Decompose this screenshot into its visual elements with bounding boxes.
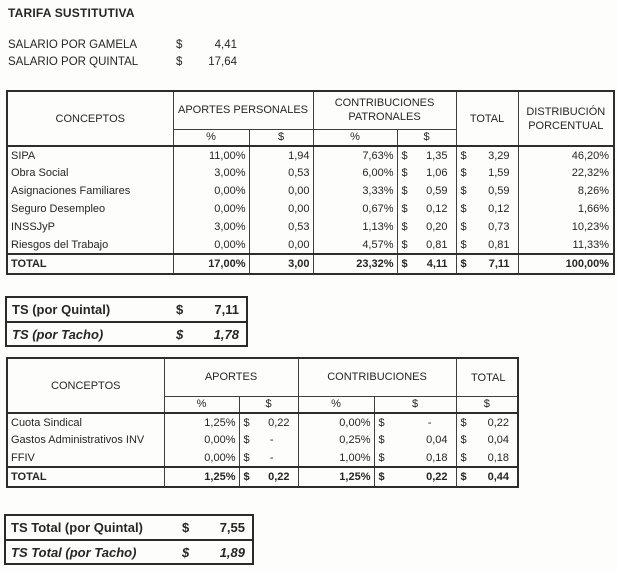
cell-concepto: Asignaciones Familiares <box>7 182 173 200</box>
table-row <box>7 218 614 236</box>
cell-cp-usd <box>397 164 456 182</box>
tarifa-table <box>6 90 615 275</box>
currency-symbol: $ <box>460 451 467 464</box>
currency-symbol: $ <box>401 258 408 270</box>
amount: - <box>269 451 274 464</box>
cell-cp-usd <box>397 236 456 254</box>
currency-symbol: $ <box>401 238 408 251</box>
cell-cp-usd <box>374 449 456 467</box>
header-contribuciones: CONTRIBUCIONES <box>298 358 456 396</box>
header-aportes: APORTES <box>164 358 298 396</box>
cell-total-usd <box>456 182 518 200</box>
cell-ap-usd: 0,53 <box>249 164 313 182</box>
currency-symbol: $ <box>176 55 183 68</box>
currency-symbol: $ <box>460 434 467 446</box>
cell-ap-pct: 1,25% <box>164 413 239 431</box>
cell-concepto: TOTAL <box>7 467 164 487</box>
ts-total-tacho-box <box>4 539 254 565</box>
cell-ap-usd <box>239 449 298 467</box>
cell-concepto: FFIV <box>7 449 164 467</box>
currency-symbol: $ <box>460 185 467 197</box>
cell-total-usd <box>456 236 518 254</box>
currency-symbol: $ <box>460 221 467 233</box>
subheader-pct: % <box>173 129 249 146</box>
cell-total-usd <box>456 449 518 467</box>
cell-ap-usd <box>239 431 298 449</box>
table1-total-row <box>7 254 614 274</box>
ts-tacho-box <box>5 321 248 347</box>
amount: 0,81 <box>488 238 510 251</box>
table-row <box>7 413 518 431</box>
cell-dist: 46,20% <box>518 146 614 164</box>
amount: - <box>269 434 274 446</box>
currency-symbol: $ <box>378 471 385 483</box>
cell-dist: 1,66% <box>518 200 614 218</box>
cell-ap-pct: 0,00% <box>173 236 249 254</box>
ts-label: TS Total (por Quintal) <box>11 520 143 535</box>
cell-total-usd <box>456 218 518 236</box>
amount: - <box>427 416 432 429</box>
salary-block <box>8 36 237 70</box>
subheader-usd: $ <box>239 396 298 413</box>
currency-symbol: $ <box>378 416 385 429</box>
cell-ap-usd: 0,00 <box>249 182 313 200</box>
currency-symbol: $ <box>176 38 183 51</box>
currency-symbol: $ <box>460 238 467 251</box>
cell-cp-usd <box>374 467 456 487</box>
salary-row-gamela <box>8 36 237 53</box>
table2-header-row <box>7 358 518 396</box>
currency-symbol: $ <box>460 471 467 483</box>
currency-symbol: $ <box>401 221 408 233</box>
amount: 4,11 <box>426 258 448 270</box>
amount: 3,29 <box>488 149 510 162</box>
header-conceptos: CONCEPTOS <box>7 91 173 146</box>
cell-ap-pct: 11,00% <box>173 146 249 164</box>
salary-value: 17,64 <box>208 55 237 68</box>
cell-concepto: INSSJyP <box>7 218 173 236</box>
cell-dist: 10,23% <box>518 218 614 236</box>
cell-ap-pct: 0,00% <box>164 431 239 449</box>
salary-label: SALARIO POR GAMELA <box>8 38 138 51</box>
cell-ap-pct: 1,25% <box>164 467 239 487</box>
amount: 0,22 <box>268 471 290 483</box>
cell-ap-usd: 3,00 <box>249 254 313 274</box>
currency-symbol: $ <box>460 149 467 162</box>
cell-cp-usd <box>374 413 456 431</box>
subheader-pct: % <box>164 396 239 413</box>
cell-cp-pct: 0,00% <box>298 413 374 431</box>
amount: 0,18 <box>487 451 509 464</box>
cell-cp-pct: 1,00% <box>298 449 374 467</box>
cell-cp-usd <box>397 254 456 274</box>
cell-dist: 22,32% <box>518 164 614 182</box>
ts-quintal-box <box>5 296 248 323</box>
currency-symbol: $ <box>176 302 184 317</box>
amount: 7,11 <box>488 258 510 270</box>
cell-ap-pct: 3,00% <box>173 164 249 182</box>
cell-cp-pct: 4,57% <box>313 236 397 254</box>
cell-total-usd <box>456 164 518 182</box>
amount: 0,20 <box>426 221 448 233</box>
cell-total-usd <box>456 413 518 431</box>
currency-symbol: $ <box>401 203 408 215</box>
currency-symbol: $ <box>401 167 408 179</box>
cell-concepto: Seguro Desempleo <box>7 200 173 218</box>
amount: 0,59 <box>426 185 448 197</box>
cell-ap-usd: 0,00 <box>249 236 313 254</box>
cell-ap-usd <box>239 467 298 487</box>
amount: 0,44 <box>487 471 509 483</box>
amount: 0,73 <box>488 221 510 233</box>
cell-ap-usd: 0,53 <box>249 218 313 236</box>
cell-cp-pct: 0,25% <box>298 431 374 449</box>
cell-cp-pct: 1,25% <box>298 467 374 487</box>
cell-cp-usd <box>397 218 456 236</box>
cell-total-usd <box>456 467 518 487</box>
currency-symbol: $ <box>460 167 467 179</box>
ts-total-quintal-box <box>4 514 254 541</box>
table-row <box>7 200 614 218</box>
cell-cp-pct: 0,67% <box>313 200 397 218</box>
amount: 0,18 <box>426 451 448 464</box>
currency-symbol: $ <box>243 434 250 446</box>
cell-cp-pct: 7,63% <box>313 146 397 164</box>
amount: 0,22 <box>268 416 290 429</box>
currency-symbol: $ <box>378 434 385 446</box>
cell-cp-pct: 23,32% <box>313 254 397 274</box>
subheader-usd: $ <box>374 396 456 413</box>
amount: 0,81 <box>426 238 448 251</box>
cell-ap-pct: 0,00% <box>164 449 239 467</box>
ts-label: TS (por Tacho) <box>12 326 104 342</box>
cell-concepto: Riesgos del Trabajo <box>7 236 173 254</box>
table-row <box>7 449 518 467</box>
currency-symbol: $ <box>378 451 385 464</box>
amount: 1,06 <box>426 167 448 179</box>
cell-cp-usd <box>374 431 456 449</box>
table2-total-row <box>7 467 518 487</box>
cell-total-usd <box>456 146 518 164</box>
table-row <box>7 146 614 164</box>
subheader-pct: % <box>298 396 374 413</box>
subheader-usd: $ <box>456 396 518 413</box>
cell-ap-usd: 0,00 <box>249 200 313 218</box>
table1-header-row <box>7 91 614 129</box>
cell-cp-usd <box>397 200 456 218</box>
amount: 0,12 <box>426 203 448 215</box>
ts-label: TS (por Quintal) <box>12 302 111 317</box>
cell-concepto: Cuota Sindical <box>7 413 164 431</box>
ts-value: 7,55 <box>219 520 245 535</box>
subheader-usd: $ <box>397 129 456 146</box>
amount: 0,22 <box>426 471 448 483</box>
subheader-pct: % <box>313 129 397 146</box>
cell-ap-pct: 3,00% <box>173 218 249 236</box>
cell-cp-pct: 3,33% <box>313 182 397 200</box>
header-contribuciones-patronales: CONTRIBUCIONES PATRONALES <box>313 91 456 129</box>
currency-symbol: $ <box>182 544 190 560</box>
salary-value: 4,41 <box>214 38 237 51</box>
header-total: TOTAL <box>456 91 518 146</box>
ts-value: 7,11 <box>214 302 239 317</box>
cell-total-usd <box>456 200 518 218</box>
currency-symbol: $ <box>243 471 250 483</box>
page-title: TARIFA SUSTITUTIVA <box>8 6 135 20</box>
cell-ap-pct: 0,00% <box>173 182 249 200</box>
cell-concepto: TOTAL <box>7 254 173 274</box>
header-total: TOTAL <box>456 358 518 396</box>
currency-symbol: $ <box>176 326 184 342</box>
ts-total-summary-boxes <box>4 514 254 565</box>
header-conceptos: CONCEPTOS <box>7 358 164 413</box>
salary-label: SALARIO POR QUINTAL <box>8 55 139 68</box>
currency-symbol: $ <box>401 185 408 197</box>
cell-concepto: Gastos Administrativos INV <box>7 431 164 449</box>
ts-summary-boxes <box>5 296 248 347</box>
currency-symbol: $ <box>460 258 467 270</box>
amount: 0,12 <box>488 203 510 215</box>
currency-symbol: $ <box>243 451 250 464</box>
amount: 0,04 <box>426 434 448 446</box>
cell-ap-pct: 17,00% <box>173 254 249 274</box>
ts-value: 1,89 <box>219 544 245 560</box>
currency-symbol: $ <box>460 416 467 429</box>
table-row <box>7 236 614 254</box>
currency-symbol: $ <box>243 416 250 429</box>
table-row <box>7 164 614 182</box>
subheader-usd: $ <box>249 129 313 146</box>
ts-label: TS Total (por Tacho) <box>11 544 137 560</box>
cell-dist: 11,33% <box>518 236 614 254</box>
sindical-table <box>6 357 519 488</box>
cell-ap-usd <box>239 413 298 431</box>
cell-cp-pct: 1,13% <box>313 218 397 236</box>
amount: 0,22 <box>487 416 509 429</box>
amount: 0,59 <box>488 185 510 197</box>
cell-concepto: Obra Social <box>7 164 173 182</box>
currency-symbol: $ <box>182 520 190 535</box>
cell-cp-pct: 6,00% <box>313 164 397 182</box>
cell-ap-pct: 0,00% <box>173 200 249 218</box>
cell-cp-usd <box>397 182 456 200</box>
amount: 1,35 <box>426 149 448 162</box>
amount: 0,04 <box>487 434 509 446</box>
cell-dist: 8,26% <box>518 182 614 200</box>
header-distribucion-porcentual: DISTRIBUCIÓN PORCENTUAL <box>518 91 614 146</box>
salary-row-quintal <box>8 53 237 70</box>
cell-concepto: SIPA <box>7 146 173 164</box>
table-row <box>7 182 614 200</box>
table-row <box>7 431 518 449</box>
cell-total-usd <box>456 431 518 449</box>
ts-value: 1,78 <box>213 326 239 342</box>
cell-total-usd <box>456 254 518 274</box>
amount: 1,59 <box>488 167 510 179</box>
cell-cp-usd <box>397 146 456 164</box>
currency-symbol: $ <box>401 149 408 162</box>
cell-ap-usd: 1,94 <box>249 146 313 164</box>
currency-symbol: $ <box>460 203 467 215</box>
header-aportes-personales: APORTES PERSONALES <box>173 91 313 129</box>
cell-dist: 100,00% <box>518 254 614 274</box>
